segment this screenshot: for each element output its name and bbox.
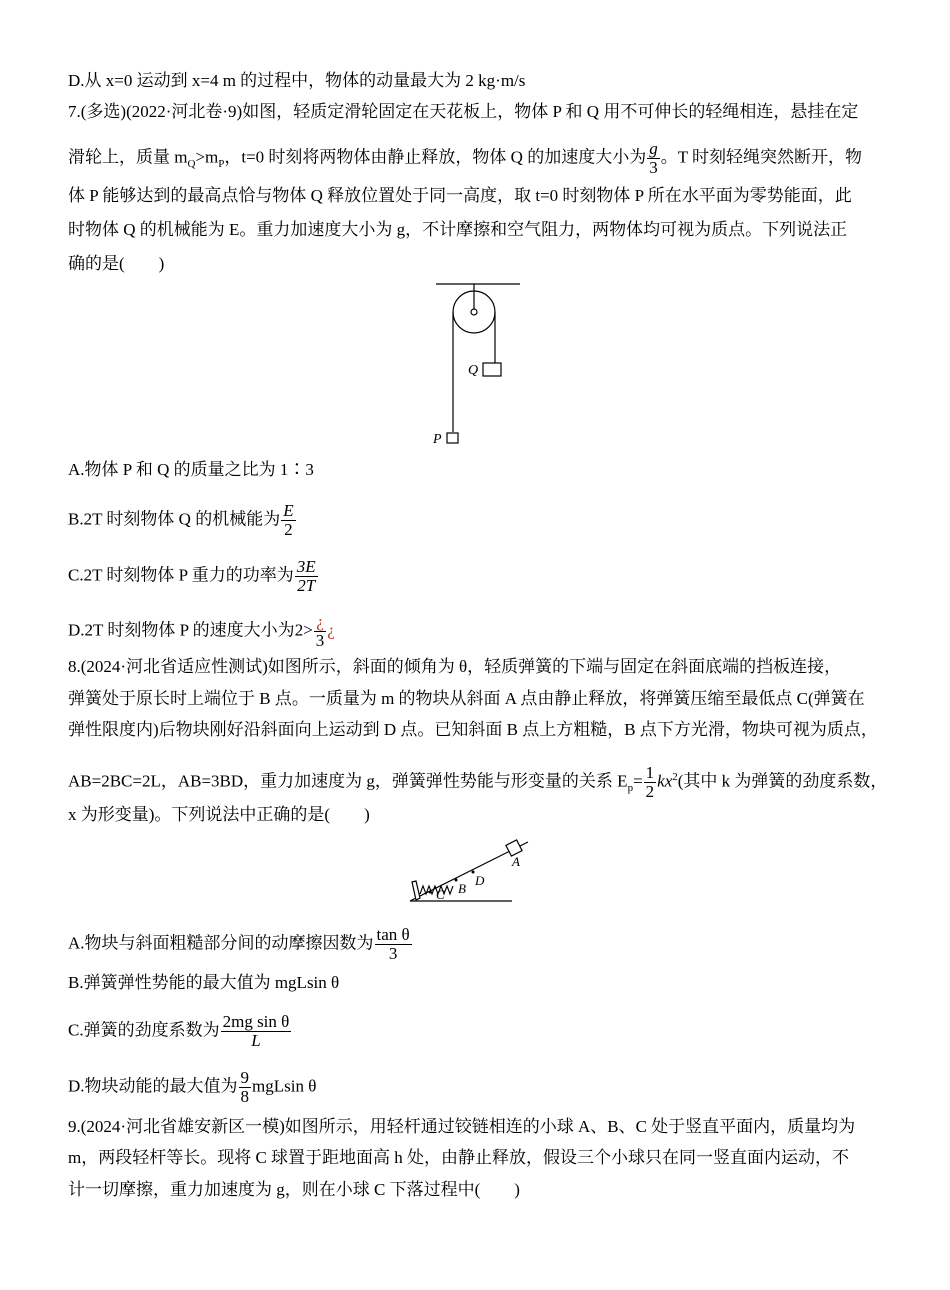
option-math: 2>	[294, 620, 313, 640]
frac-num: 1	[645, 763, 655, 782]
q7-sub: Q	[187, 157, 196, 170]
label-p: P	[433, 432, 442, 447]
option-text: mgLsin θ	[252, 1076, 317, 1096]
q8-option-a	[68, 926, 413, 963]
option-text: C.2T 时刻物体 P 重力的功率为	[68, 565, 294, 585]
q8-stem-line1: 8.(2024·河北省适应性测试)如图所示，斜面的倾角为 θ，轻质弹簧的下端与固定在斜面底端的挡板连接，	[68, 657, 842, 676]
q7-option-a: A.物体 P 和 Q 的质量之比为 1∶3	[68, 460, 314, 479]
frac-den: 3	[388, 944, 398, 963]
q8-incline-figure	[400, 836, 540, 908]
q8-stem-line3: 弹性限度内)后物块刚好沿斜面向上运动到 D 点。已知斜面 B 点上方粗糙，B 点下方光滑，物块可视为质点，	[68, 720, 878, 739]
q7-stem-line5: 确的是( )	[68, 254, 165, 273]
label-d: D	[475, 873, 485, 888]
label-b: B	[458, 881, 466, 896]
q8-text: kx	[657, 771, 673, 791]
q7-option-b	[68, 502, 297, 539]
q7-option-c	[68, 558, 319, 595]
q9-stem-line3: 计一切摩擦，重力加速度为 g，则在小球 C 下落过程中( )	[68, 1180, 520, 1199]
fraction	[375, 926, 412, 963]
q7-text: 。T 时刻轻绳突然断开，物	[660, 147, 863, 167]
q7-text: ，t=0 时刻将两物体由静止释放，物体 Q 的加速度大小为	[224, 147, 647, 167]
frac-num: 9	[240, 1068, 250, 1087]
q7-text: >m	[195, 147, 219, 167]
q7-option-d	[68, 613, 335, 650]
label-q: Q	[468, 363, 479, 378]
frac-num: tan θ	[376, 925, 410, 944]
frac-num: g	[649, 139, 658, 158]
frac-den: 3	[315, 631, 325, 650]
q7-stem-line1: 7.(多选)(2022·河北卷·9)如图，轻质定滑轮固定在天花板上，物体 P 和 Q 用不可伸长的轻绳相连，悬挂在定	[68, 102, 859, 121]
q7-stem-line4: 时物体 Q 的机械能为 E。重力加速度大小为 g，不计摩擦和空气阻力，两物体均可视为质点。下列说法正	[68, 220, 848, 239]
frac-den: 2T	[297, 576, 316, 595]
q8-text: =	[633, 771, 643, 791]
frac-den: 3	[649, 158, 658, 177]
option-text: D.物块动能的最大值为	[68, 1076, 238, 1096]
label-c: C	[436, 887, 445, 902]
frac-den: 2	[284, 520, 293, 539]
q7-text: 滑轮上，质量 m	[68, 147, 188, 167]
fraction	[281, 502, 295, 539]
fraction	[295, 558, 318, 595]
option-text: D.2T 时刻物体 P 的速度大小为	[68, 620, 295, 640]
q8-text: (其中 k 为弹簧的劲度系数，	[677, 771, 888, 791]
q7-pulley-figure	[420, 278, 540, 448]
frac-den: 2	[645, 782, 655, 801]
fraction	[239, 1069, 252, 1106]
q8-stem-line5: x 为形变量)。下列说法中正确的是( )	[68, 805, 370, 824]
frac-num: ¿	[314, 613, 327, 632]
q8-stem-line4	[68, 764, 887, 801]
fraction	[314, 613, 327, 650]
q9-stem-line1: 9.(2024·河北省雄安新区一模)如图所示，用轻杆通过铰链相连的小球 A、B、C 处于竖直平面内，质量均为	[68, 1117, 856, 1136]
q7-fraction-g3	[647, 140, 660, 177]
fraction	[221, 1013, 292, 1050]
frac-den: L	[251, 1031, 261, 1050]
q6-option-d: D.从 x=0 运动到 x=4 m 的过程中，物体的动量最大为 2 kg·m/s	[68, 71, 526, 90]
frac-num: 2mg sin θ	[222, 1012, 290, 1031]
option-text: C.弹簧的劲度系数为	[68, 1020, 220, 1040]
fraction	[644, 764, 657, 801]
label-a: A	[512, 854, 520, 869]
frac-num: 3E	[296, 557, 316, 576]
q7-sub: P	[218, 157, 225, 170]
option-math: ¿	[327, 620, 335, 640]
q8-sup: 2	[672, 770, 678, 783]
option-text: A.物块与斜面粗糙部分间的动摩擦因数为	[68, 933, 374, 953]
q8-option-d	[68, 1069, 316, 1106]
frac-den: 8	[240, 1087, 250, 1106]
q8-sub: p	[627, 781, 634, 794]
q8-text: AB=2BC=2L，AB=3BD，重力加速度为 g，弹簧弹性势能与形变量的关系 E	[68, 771, 628, 791]
frac-num: E	[283, 501, 294, 520]
option-text: B.2T 时刻物体 Q 的机械能为	[68, 509, 281, 529]
q9-stem-line2: m，两段轻杆等长。现将 C 球置于距地面高 h 处，由静止释放，假设三个小球只在同一竖直面内运动，不	[68, 1148, 850, 1167]
q8-stem-line2: 弹簧处于原长时上端位于 B 点。一质量为 m 的物块从斜面 A 点由静止释放，将弹簧压缩至最低点 C(弹簧在	[68, 689, 865, 708]
q7-stem-line2	[68, 140, 862, 177]
q8-option-b: B.弹簧弹性势能的最大值为 mgLsin θ	[68, 973, 340, 992]
q8-option-c	[68, 1013, 292, 1050]
q7-stem-line3: 体 P 能够达到的最高点恰与物体 Q 释放位置处于同一高度，取 t=0 时刻物体 P 所在水平面为零势能面，此	[68, 186, 852, 205]
